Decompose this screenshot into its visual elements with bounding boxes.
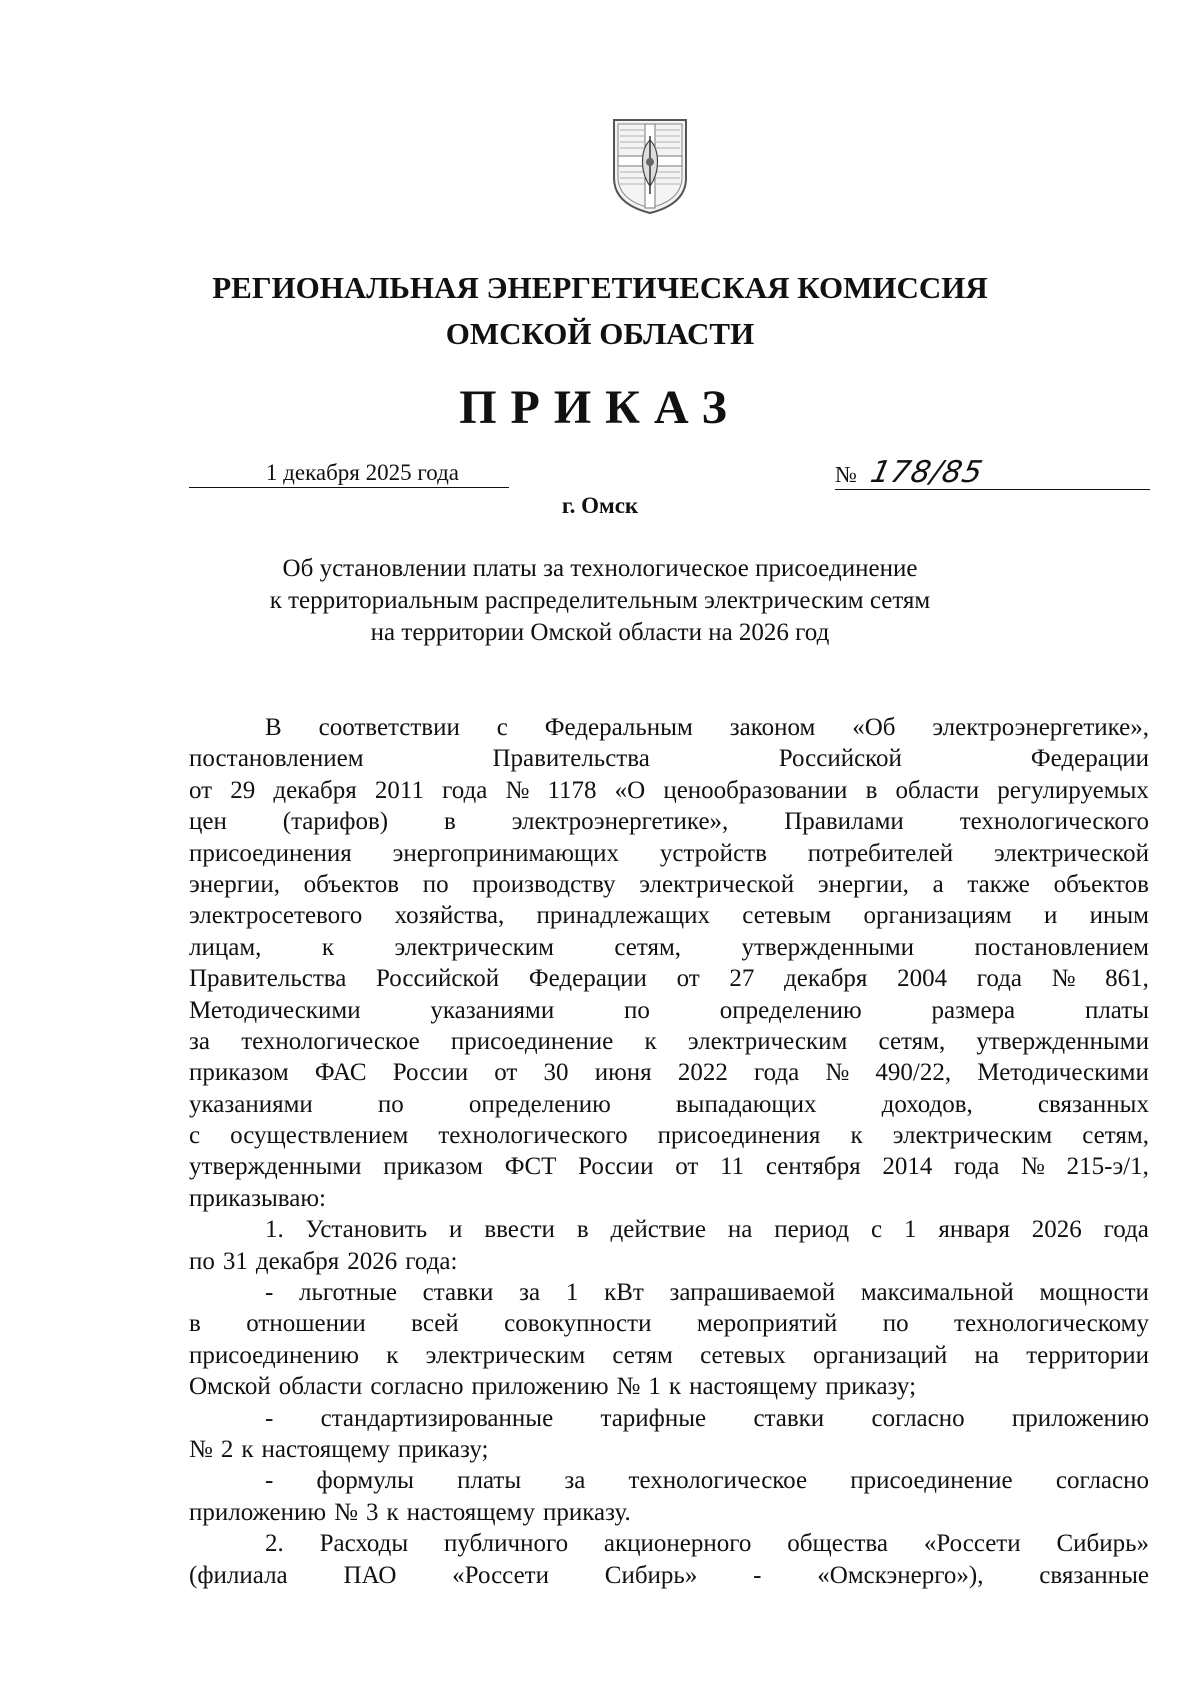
body-word: «О xyxy=(614,776,646,804)
body-word: от xyxy=(189,776,213,804)
body-word: в xyxy=(444,808,456,836)
body-word: и xyxy=(449,1216,463,1244)
body-line xyxy=(189,1120,1149,1151)
body-word: доходов, xyxy=(881,1090,973,1118)
body-word: присоединению xyxy=(189,1341,359,1369)
body-word: совокупности xyxy=(504,1310,652,1338)
body-word: от xyxy=(676,965,700,993)
body-word: Расходы xyxy=(319,1530,409,1558)
body-word: принадлежащих xyxy=(536,902,711,930)
body-word: «Россети xyxy=(923,1530,1021,1558)
body-word: приказом xyxy=(189,1059,289,1087)
body-word: Омской xyxy=(189,1373,271,1401)
body-line xyxy=(189,1057,1149,1088)
body-word: области xyxy=(278,1373,363,1401)
body-word: энергопринимающих xyxy=(392,839,620,867)
body-line xyxy=(189,1089,1149,1120)
body-word: за xyxy=(189,1027,210,1055)
body-word: постановлением xyxy=(189,745,364,773)
body-word: сетям, xyxy=(878,1027,946,1055)
body-word: 2026 xyxy=(347,1247,398,1275)
body-word: № xyxy=(334,1498,358,1526)
body-line xyxy=(189,1308,1149,1339)
body-line xyxy=(189,932,1149,963)
body-word: согласно xyxy=(1055,1467,1149,1495)
body-word: приложению xyxy=(189,1498,327,1526)
body-word: энергии, xyxy=(189,870,280,898)
body-line xyxy=(189,1246,1149,1277)
body-word: сентября xyxy=(765,1153,861,1181)
body-word: ставки xyxy=(753,1404,825,1432)
body-word: определению xyxy=(468,1090,611,1118)
body-word: года: xyxy=(405,1247,458,1275)
body-word: 2 xyxy=(220,1435,234,1463)
body-word: по xyxy=(422,870,449,898)
body-word: технологическому xyxy=(954,1310,1149,1338)
body-word: - xyxy=(753,1561,762,1589)
body-word: Федеральным xyxy=(544,714,693,741)
body-line xyxy=(189,963,1149,994)
body-word: к xyxy=(386,1498,399,1526)
body-word: 2022 xyxy=(677,1059,728,1087)
body-word: по xyxy=(624,996,650,1024)
body-word: связанные xyxy=(1039,1561,1149,1589)
body-word: производству xyxy=(472,870,616,898)
organization-name-line2: ОМСКОЙ ОБЛАСТИ xyxy=(445,316,755,351)
body-line xyxy=(189,1151,1149,1182)
body-word: настоящему xyxy=(261,1435,390,1463)
document-number xyxy=(835,455,1150,490)
body-word: с xyxy=(871,1216,883,1244)
body-line xyxy=(189,995,1149,1026)
body-line xyxy=(189,775,1149,806)
body-line xyxy=(189,1026,1149,1057)
body-word: к xyxy=(668,1373,682,1401)
body-word: технологическое xyxy=(628,1467,808,1495)
body-line xyxy=(189,743,1149,774)
body-word: на xyxy=(727,1216,753,1244)
body-word: от xyxy=(494,1059,518,1087)
body-word: 2. xyxy=(265,1530,284,1558)
body-word: № xyxy=(825,1059,850,1087)
body-word: 31 xyxy=(222,1247,248,1275)
body-word: стандартизированные xyxy=(320,1404,554,1432)
body-word: соответствии xyxy=(318,714,460,741)
body-line xyxy=(189,1560,1149,1591)
body-word: России xyxy=(392,1059,469,1087)
body-word: ФАС xyxy=(314,1059,367,1087)
body-word: к xyxy=(241,1435,254,1463)
body-word: ПАО xyxy=(343,1561,397,1589)
body-word: связанных xyxy=(1037,1090,1149,1118)
body-word: по xyxy=(882,1310,909,1338)
body-word: а xyxy=(932,870,944,898)
body-word: 1 xyxy=(648,1373,661,1401)
body-word: формулы xyxy=(316,1467,414,1495)
body-word: В xyxy=(265,714,282,741)
body-word: № xyxy=(1021,1153,1045,1181)
body-line xyxy=(189,1497,1149,1528)
body-word: к xyxy=(850,1122,863,1150)
body-word: определению xyxy=(719,996,862,1024)
document-date xyxy=(189,459,509,488)
body-word: устройств xyxy=(659,839,767,867)
body-word: Сибирь» xyxy=(604,1561,698,1589)
body-word: энергии, xyxy=(817,870,909,898)
body-word: утвержденными xyxy=(741,933,915,961)
body-word: (тарифов) xyxy=(282,808,389,836)
body-word: 27 xyxy=(729,965,755,993)
body-line xyxy=(189,1183,1149,1214)
body-word: к xyxy=(321,933,334,961)
document-type-title: ПРИКАЗ xyxy=(459,381,741,434)
body-word: ФСТ xyxy=(504,1153,557,1181)
subject-line: на территории Омской области на 2026 год xyxy=(370,619,830,646)
body-word: Методическими xyxy=(977,1059,1149,1087)
body-word: платы xyxy=(1084,996,1149,1024)
body-word: объектов xyxy=(303,870,400,898)
body-word: согласно xyxy=(370,1373,464,1401)
body-word: декабря xyxy=(255,1247,340,1275)
body-word: года xyxy=(954,1153,1000,1181)
body-word: декабря xyxy=(273,776,357,804)
body-word: ввести xyxy=(484,1216,555,1244)
body-word: и xyxy=(1043,902,1058,930)
organization-name-line1: РЕГИОНАЛЬНАЯ ЭНЕРГЕТИЧЕСКАЯ КОМИССИЯ xyxy=(212,270,988,305)
body-word: технологического xyxy=(438,1122,628,1150)
body-word: «Омскэнерго»), xyxy=(817,1561,984,1589)
number-label: № xyxy=(835,462,857,487)
body-word: 1 xyxy=(565,1279,579,1307)
body-word: Федерации xyxy=(1030,745,1149,773)
body-word: 1 xyxy=(904,1216,917,1244)
body-word: также xyxy=(967,870,1030,898)
body-line xyxy=(189,1277,1149,1308)
body-word: кВт xyxy=(604,1279,644,1307)
body-word: электрической xyxy=(994,839,1149,867)
body-line xyxy=(189,806,1149,837)
body-line xyxy=(189,1528,1149,1559)
body-word: приказу. xyxy=(542,1498,631,1526)
subject-line: к территориальным распределительным электрическим сетям xyxy=(269,587,931,614)
body-word: электрическим xyxy=(892,1122,1053,1150)
body-word: льготные xyxy=(299,1279,397,1307)
handwritten-number: 178/85 xyxy=(867,455,987,490)
body-word: Правительства xyxy=(189,965,347,993)
body-word: № xyxy=(616,1373,641,1401)
body-word: года xyxy=(442,776,488,804)
body-word: 30 xyxy=(543,1059,569,1087)
body-word: в xyxy=(576,1216,589,1244)
body-word: тарифные xyxy=(600,1404,707,1432)
body-line xyxy=(189,712,1149,743)
body-word: настоящему xyxy=(689,1373,818,1401)
body-word: к xyxy=(644,1027,657,1055)
subject-line: Об установлении платы за технологическое присоединение xyxy=(282,555,918,582)
body-word: Российской xyxy=(778,745,902,773)
body-word: технологическое xyxy=(241,1027,420,1055)
body-word: к xyxy=(386,1341,399,1369)
body-word: приказом xyxy=(383,1153,483,1181)
body-word: указаниями xyxy=(189,1090,313,1118)
body-word: ставки xyxy=(422,1279,494,1307)
body-word: ценообразовании xyxy=(663,776,848,804)
body-line xyxy=(189,869,1149,900)
body-word: с xyxy=(189,1122,201,1150)
body-word: января xyxy=(938,1216,1010,1244)
document-date-text: 1 декабря 2025 года xyxy=(265,460,459,485)
body-word: 861, xyxy=(1105,965,1149,993)
body-word: 2014 xyxy=(882,1153,933,1181)
body-word: России xyxy=(578,1153,654,1181)
body-word: года xyxy=(976,965,1022,993)
body-word: электросетевого xyxy=(189,902,363,930)
body-word: публичного xyxy=(444,1530,569,1558)
document-body xyxy=(189,712,1149,1591)
body-word: сетевых xyxy=(700,1341,786,1369)
body-word: 490/22, xyxy=(875,1059,952,1087)
body-word: сетевым xyxy=(742,902,832,930)
body-word: выпадающих xyxy=(675,1090,817,1118)
body-word: действие xyxy=(610,1216,707,1244)
body-line xyxy=(189,1214,1149,1245)
body-word: Методическими xyxy=(189,996,361,1024)
body-word: потребителей xyxy=(807,839,954,867)
body-word: Правилами xyxy=(784,808,904,836)
body-word: 1. xyxy=(265,1216,284,1244)
body-word: № xyxy=(1051,965,1076,993)
city-name: г. Омск xyxy=(561,493,639,518)
body-line xyxy=(189,838,1149,869)
body-word: № xyxy=(189,1435,213,1463)
body-word: года xyxy=(753,1059,800,1087)
body-word: за xyxy=(564,1467,586,1495)
body-word: технологического xyxy=(959,808,1149,836)
body-word: отношении xyxy=(246,1310,366,1338)
body-word: регулируемых xyxy=(997,776,1149,804)
body-line xyxy=(189,1465,1149,1496)
body-word: декабря xyxy=(784,965,868,993)
body-word: электрическим xyxy=(394,933,554,961)
body-word: электрическим xyxy=(687,1027,848,1055)
body-word: области xyxy=(895,776,980,804)
body-word: акционерного xyxy=(603,1530,752,1558)
body-word: иным xyxy=(1089,902,1149,930)
body-word: 2011 xyxy=(374,776,424,804)
body-word: запрашиваемой xyxy=(669,1279,836,1307)
body-word: в xyxy=(189,1310,201,1338)
body-word: осуществлением xyxy=(230,1122,409,1150)
document-subject xyxy=(200,553,1000,649)
body-word: Сибирь» xyxy=(1056,1530,1149,1558)
body-word: июня xyxy=(594,1059,652,1087)
body-word: 215-э/1, xyxy=(1066,1153,1149,1181)
body-word: платы xyxy=(457,1467,522,1495)
body-word: сетям, xyxy=(1082,1122,1149,1150)
body-word: - xyxy=(265,1404,274,1432)
body-word: утвержденными xyxy=(189,1153,362,1181)
body-word: мероприятий xyxy=(696,1310,838,1338)
body-word: организаций xyxy=(812,1341,948,1369)
body-word: территории xyxy=(1026,1341,1149,1369)
body-word: сетям, xyxy=(614,933,682,961)
body-word: утвержденными xyxy=(976,1027,1149,1055)
body-word: приложению xyxy=(1011,1404,1149,1432)
body-word: приказу; xyxy=(397,1435,489,1463)
body-word: 2026 xyxy=(1031,1216,1082,1244)
body-word: Установить xyxy=(305,1216,428,1244)
body-word: законом xyxy=(729,714,816,741)
body-word: электроэнергетике», xyxy=(511,808,729,836)
body-word: по xyxy=(377,1090,404,1118)
body-word: Правительства xyxy=(492,745,650,773)
body-word: общества xyxy=(787,1530,888,1558)
body-word: объектов xyxy=(1053,870,1149,898)
body-line xyxy=(189,1340,1149,1371)
body-word: «Об xyxy=(852,714,896,741)
omsk-coat-of-arms-icon xyxy=(610,116,690,216)
body-word: 29 xyxy=(230,776,256,804)
body-word: цен xyxy=(189,808,227,836)
body-word: от xyxy=(675,1153,699,1181)
body-word: «Россети xyxy=(452,1561,549,1589)
body-word: хозяйства, xyxy=(394,902,505,930)
body-word: года xyxy=(1103,1216,1149,1244)
body-word: 3 xyxy=(365,1498,379,1526)
body-word: электроэнергетике», xyxy=(932,714,1149,741)
body-word: присоединения xyxy=(657,1122,821,1150)
body-word: на xyxy=(974,1341,999,1369)
body-word: за xyxy=(519,1279,541,1307)
body-word: Федерации xyxy=(528,965,647,993)
body-line xyxy=(189,1371,1149,1402)
body-word: присоединение xyxy=(850,1467,1013,1495)
body-word: период xyxy=(774,1216,850,1244)
body-line xyxy=(189,900,1149,931)
body-word: по xyxy=(189,1247,215,1275)
body-word: присоединение xyxy=(450,1027,614,1055)
body-word: приказу; xyxy=(825,1373,917,1401)
body-word: организациям xyxy=(863,902,1012,930)
body-word: присоединения xyxy=(189,839,352,867)
body-word: размера xyxy=(931,996,1016,1024)
body-line xyxy=(189,1403,1149,1434)
body-word: приказываю: xyxy=(189,1184,326,1212)
body-word: в xyxy=(865,776,878,804)
body-word: - xyxy=(265,1467,274,1495)
body-line xyxy=(189,1434,1149,1465)
body-word: указаниями xyxy=(430,996,555,1024)
body-word: - xyxy=(265,1279,274,1307)
body-word: электрическим xyxy=(425,1341,586,1369)
body-word: мощности xyxy=(1039,1279,1149,1307)
body-word: согласно xyxy=(871,1404,965,1432)
body-word: приложению xyxy=(471,1373,609,1401)
body-word: всей xyxy=(411,1310,459,1338)
body-word: с xyxy=(496,714,508,741)
body-word: лицам, xyxy=(189,933,262,961)
body-word: электрической xyxy=(639,870,795,898)
body-word: сетям xyxy=(612,1341,673,1369)
body-word: 2004 xyxy=(897,965,948,993)
body-word: постановлением xyxy=(974,933,1149,961)
body-word: (филиала xyxy=(189,1561,288,1589)
body-word: настоящему xyxy=(406,1498,535,1526)
body-word: 1178 xyxy=(547,776,597,804)
body-word: Российской xyxy=(375,965,500,993)
body-word: № xyxy=(505,776,530,804)
body-word: 11 xyxy=(720,1153,745,1181)
body-word: максимальной xyxy=(860,1279,1014,1307)
